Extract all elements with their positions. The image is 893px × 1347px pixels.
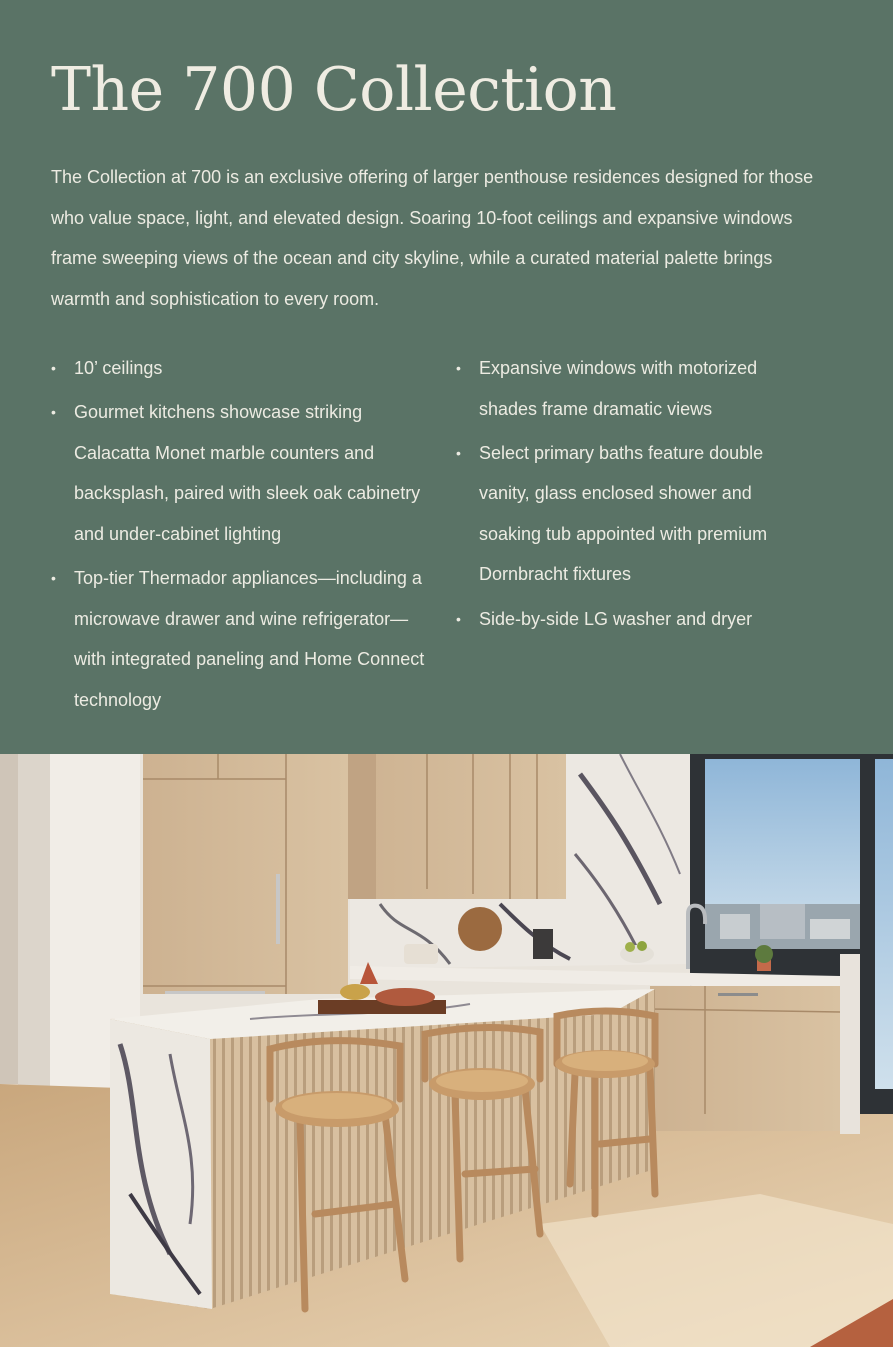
pot — [404, 944, 438, 964]
plant — [755, 945, 773, 963]
feature-list-left — [51, 348, 436, 724]
feature-item: • Side-by-side LG washer and dryer — [456, 599, 816, 640]
feature-item: • Top-tier Thermador appliances—including a microwave drawer and wine refrigerator—with integrated paneling and Home Connect technology — [51, 558, 436, 720]
page-title: The 700 Collection — [51, 55, 617, 125]
intro-paragraph: The Collection at 700 is an exclusive offering of larger penthouse residences designed for those who value space, light, and elevated design. Soaring 10-foot ceilings and expansive windows frame sweeping views of the ocean and city skyline, while a curated material palette brings warmth and sophistication to every room. — [51, 167, 814, 309]
feature-item: • 10’ ceilings — [51, 348, 436, 389]
pantry-cabinets — [143, 754, 348, 994]
feature-item: • Gourmet kitchens showcase striking Calacatta Monet marble counters and backsplash, paired with sleek oak cabinetry and under-cabinet lighting — [51, 392, 436, 554]
kitchen-photo — [0, 754, 893, 1347]
kitchen-illustration — [0, 754, 893, 1347]
upper-cabinets — [348, 754, 566, 899]
coffee-maker — [533, 929, 553, 959]
feature-list-right — [456, 348, 816, 643]
feature-item: • Expansive windows with motorized shades frame dramatic views — [456, 348, 816, 429]
base-cabinets — [650, 986, 840, 1131]
cutting-board — [458, 907, 502, 951]
feature-item: • Select primary baths feature double vanity, glass enclosed shower and soaking tub appointed with premium Dornbracht fixtures — [456, 433, 816, 595]
fridge-handle — [276, 874, 280, 944]
